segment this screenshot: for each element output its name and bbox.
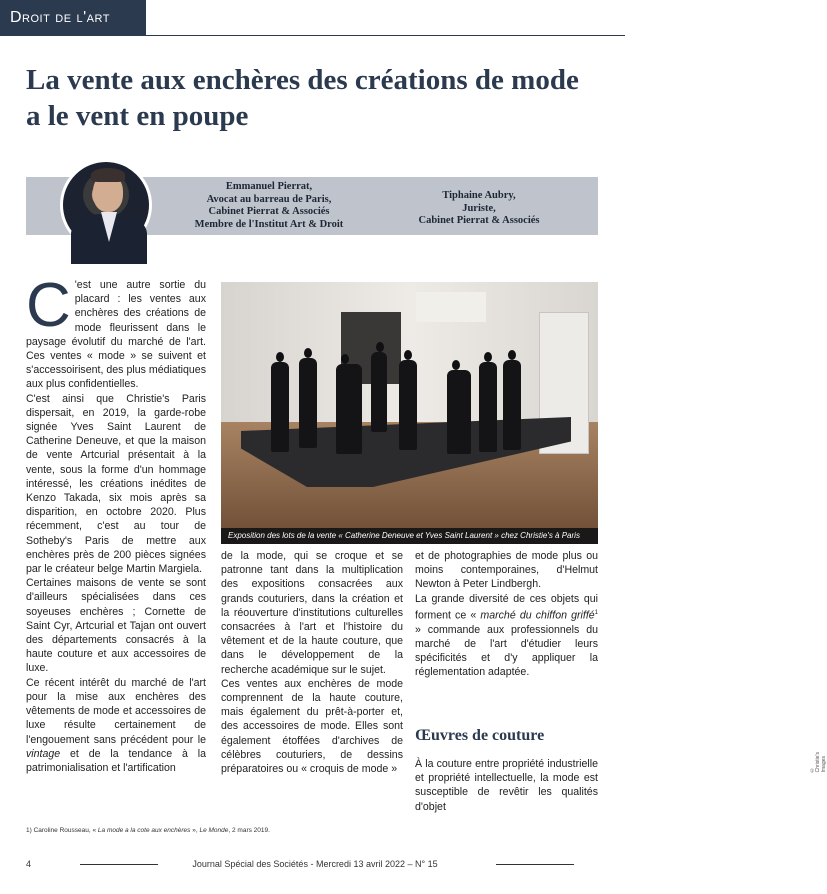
title-line-1: La vente aux enchères des créations de mode	[26, 64, 579, 96]
footer-rule-right	[496, 864, 574, 865]
section-subheading: Œuvres de couture	[415, 727, 545, 744]
vintage-term: vintage	[26, 747, 61, 760]
chiffon-term: marché du chiffon griffé	[480, 609, 595, 622]
section-tag-label: Droit de l'art	[10, 9, 110, 26]
author-1-block	[170, 181, 368, 231]
photo-caption: Exposition des lots de la vente « Catherine Deneuve et Yves Saint Laurent » chez Christie's à Paris	[221, 528, 598, 544]
section-tag	[0, 0, 146, 36]
paragraph-christies: C'est ainsi que Christie's Paris dispersait, en 2019, la garde-robe signée Yves Saint Laurent de Catherine Deneuve, et que la maison de vente Artcurial présentait à la vente, sous la forme d'un hommage intéressé, les créations inédites de Kenzo Takada, six mois après sa disparition, en octobre 2020. Plus récemment, c'est au tour de Sotheby's Paris de mettre aux enchères près de 200 pièces signées par le créateur belge Martin Margiela.	[26, 392, 206, 576]
author-1-role: Avocat au barreau de Paris,	[206, 193, 332, 205]
journal-info: Journal Spécial des Sociétés - Mercredi 13 avril 2022 – N° 15	[192, 859, 438, 869]
drop-cap: C	[26, 271, 71, 340]
paragraph-diversity: La grande diversité de ces objets qui forment ce « marché du chiffon griffé$^1$ » commande aux professionnels du marché de l'art d'étudier leurs spécificités et d'y appliquer la réglementation adaptée.	[415, 592, 598, 679]
page-number: 4	[26, 859, 32, 869]
author-1-membership: Membre de l'Institut Art & Droit	[194, 218, 344, 230]
author-2-role: Juriste,	[462, 202, 496, 214]
title-line-2: a le vent en poupe	[26, 100, 249, 132]
paragraph-couture: À la couture entre propriété industrielle et propriété intellectuelle, la mode est susceptible de revêtir les qualités d'objet	[415, 758, 598, 813]
column-3-continued	[415, 757, 598, 814]
page-footer	[26, 859, 598, 871]
paragraph-artification: de la mode, qui se croque et se patronne tant dans la multiplication des expositions consacrées aux grands couturiers, dans la création et la réouverture d'institutions culturelles consacrées à l'art et l'histoire du vêtement et de la haute couture, que dans le développement de la recherche académique sur le sujet.	[221, 550, 403, 676]
author-2-name: Tiphaine Aubry,	[442, 190, 516, 201]
author-2-block	[395, 190, 563, 228]
paragraph-specialised-houses: Certaines maisons de vente se sont d'ailleurs spécialisées dans ces soyeuses enchères ; Cornette de Saint Cyr, Artcurial et Tajan ont ouvert des départements consacrés à la haute couture et aux accessoires de luxe.	[26, 577, 206, 675]
article-title	[26, 62, 606, 134]
photo-credit: © Christie's Images	[809, 752, 827, 773]
column-2	[221, 549, 403, 776]
column-1	[26, 271, 206, 775]
paragraph-interest: Ce récent intérêt du marché de l'art pour la mise aux enchères des vêtements de mode et accessoires de luxe résulte certainement de l'engouement sans précédent pour le vintage et de la tendance à la patrimonialisation et l'artification	[26, 676, 206, 774]
author-photo	[60, 159, 152, 251]
header-rule	[146, 35, 625, 36]
paragraph-sale-contents: Ces ventes aux enchères de mode comprennent de la haute couture, mais également du prêt-à-porter et, des accessoires de mode. Elles sont également étoffées d'archives de célèbres couturiers, de dessins préparatoires ou « croquis de mode »	[221, 677, 403, 776]
author-2-firm: Cabinet Pierrat & Associés	[418, 215, 540, 226]
footer-rule-left	[80, 864, 158, 865]
paragraph-intro: 'est une autre sortie du placard : les ventes aux enchères des créations de mode fleurissent dans le paysage évolutif du marché de l'art. Ces ventes « mode » se suivent et s'accessoirisent, des plus médiatiques aux plus confidentielles.	[26, 279, 206, 391]
author-1-firm: Cabinet Pierrat & Associés	[208, 206, 330, 217]
footnote: 1) Caroline Rousseau, « La mode a la cote aux enchères », Le Monde, 2 mars 2019.	[26, 827, 270, 834]
author-1-name: Emmanuel Pierrat,	[225, 181, 313, 192]
footnote-ref[interactable]: 1	[594, 609, 598, 616]
sale-poster	[416, 292, 486, 322]
column-3	[415, 549, 598, 679]
paragraph-photographs: et de photographies de mode plus ou moins contemporaines, d'Helmut Newton à Peter Lindbergh.	[415, 550, 598, 591]
